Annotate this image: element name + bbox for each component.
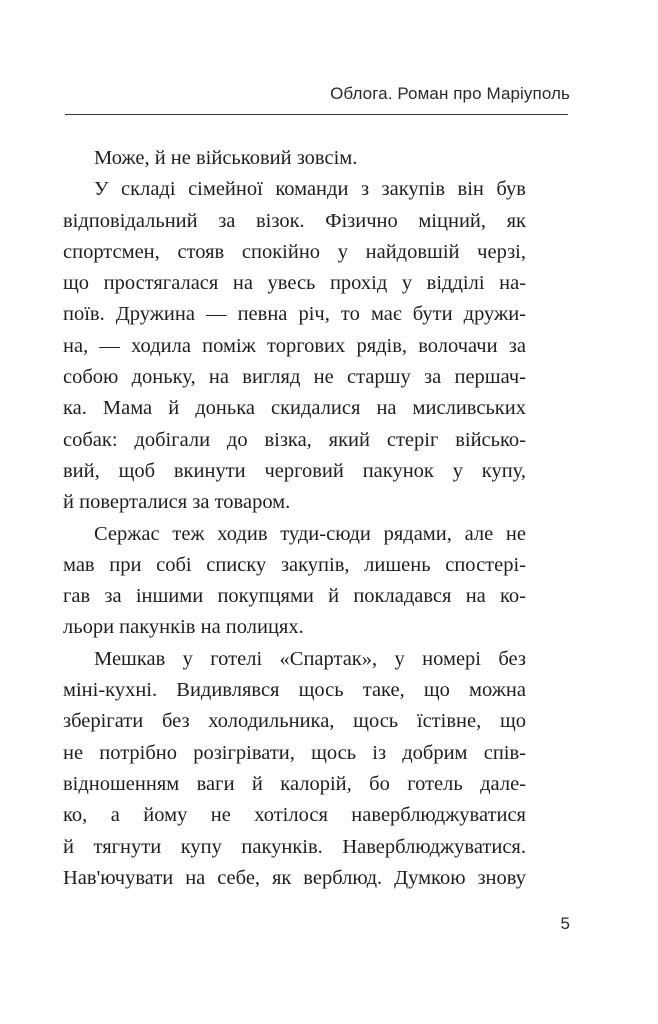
text-line: відповідальний за візок. Фізично міцний, як: [63, 209, 526, 232]
running-header-title: Облога. Роман про Маріуполь: [330, 84, 570, 103]
text-line: не потрібно розігрівати, щось із добрим спів-: [63, 741, 526, 764]
text-line: на, — ходила поміж торгових рядів, волочачи за: [63, 334, 526, 357]
text-line: відношенням ваги й калорій, бо готель дале-: [63, 772, 526, 795]
text-line: ко, а йому не хотілося наверблюджуватися: [63, 804, 526, 827]
text-line: Мешкав у готелі «Спартак», у номері без: [94, 647, 526, 670]
text-line: ка. Мама й донька скидалися на мисливських: [63, 397, 526, 420]
text-line: У складі сімейної команди з закупів він був: [94, 178, 526, 201]
text-line: поїв. Дружина — певна річ, то має бути дружи-: [63, 303, 526, 326]
text-line: що простягалася на увесь прохід у відділі на-: [63, 272, 526, 295]
text-line: льори пакунків на полицях.: [63, 616, 304, 639]
text-line: Може, й не військовий зовсім.: [94, 147, 358, 169]
text-line: й тягнути купу пакунків. Наверблюджуватися.: [63, 835, 526, 858]
text-line: вий, щоб вкинути черговий пакунок у купу,: [63, 459, 526, 482]
text-line: спортсмен, стояв спокійно у найдовшій черзі,: [63, 240, 526, 263]
text-line: собак: добігали до візка, який стеріг військо-: [63, 428, 526, 451]
text-line: зберігати без холодильника, щось їстівне, що: [63, 710, 526, 733]
body-text: [63, 143, 526, 894]
header-divider: [65, 114, 568, 115]
text-line: мав при собі списку закупів, лишень спостері-: [63, 553, 526, 576]
text-line: Нав'ючувати на себе, як верблюд. Думкою знову: [63, 866, 526, 889]
text-line: Сержас теж ходив туди-сюди рядами, але не: [94, 522, 526, 545]
page-number: 5: [560, 914, 570, 933]
text-line: собою доньку, на вигляд не старшу за першач-: [63, 366, 526, 389]
text-line: міні-кухні. Видивлявся щось таке, що можна: [63, 679, 526, 702]
text-line: гав за іншими покупцями й покладався на ко-: [63, 585, 526, 608]
text-line: й поверталися за товаром.: [63, 491, 291, 514]
